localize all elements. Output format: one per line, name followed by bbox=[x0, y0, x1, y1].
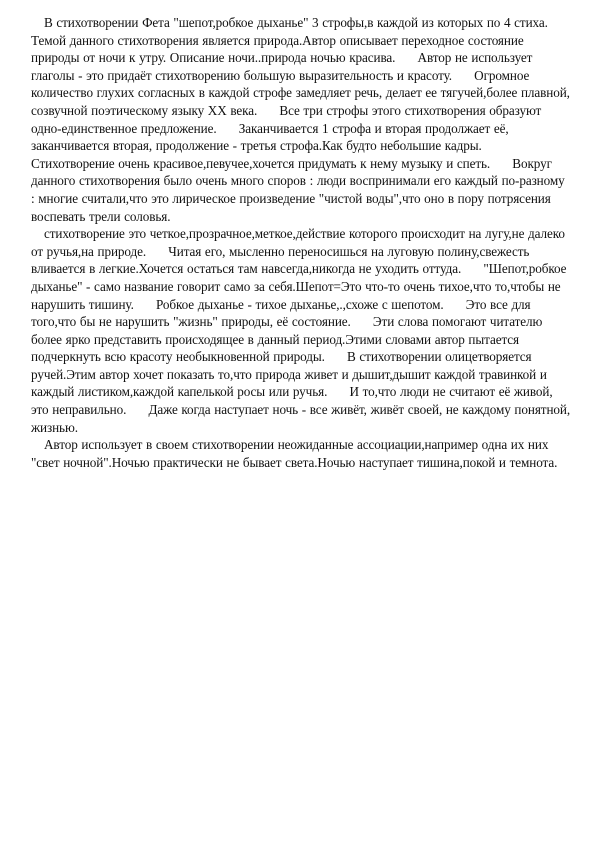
document-page bbox=[31, 14, 574, 471]
paragraph-3: Автор использует в своем стихотворении неожиданные ассоциации,например одна их них "свет ночной".Ночью практически не бывает света.Ночью наступает тишина,покой и темнота. bbox=[31, 437, 558, 470]
paragraph-1: В стихотворении Фета "шепот,робкое дыханье" 3 строфы,в каждой из которых по 4 стиха. Темой данного стихотворения является природа.Автор описывает переходное состояние природы от ночи к утру. Описание ночи..природа ночью красива. Автор не использует глаголы - это придаёт стихотворению большую выразительность и красоту. Огромное количество глухих согласных в каждой строфе замедляет речь, делает ее тягучей,более плавной, созвучной поэтическому языку XX века. Все три строфы этого стихотворения образуют одно-единственное предложение. Заканчивается 1 строфа и вторая продолжает её, заканчивается вторая, продолжение - третья строфа.Как будто небольшие кадры. Стихотворение очень красивое,певучее,хочется придумать к нему музыку и спеть. Вокруг данного стихотворения было очень много споров : люди воспринимали его каждый по-разному : многие считали,что это лирическое произведение "чистой воды",что оно в пору потрясения воспевать трели соловья. bbox=[31, 15, 574, 224]
paragraph-2: стихотворение это четкое,прозрачное,меткое,действие которого происходит на лугу,не далеко от ручья,на природе. Читая его, мысленно переносишься на луговую полину,свежесть вливается в легкие.Хочется остаться там навсегда,никогда не уходить оттуда. "Шепот,робкое дыханье" - само название говорит само за себя.Шепот=Это что-то очень тихое,что то,чтобы не нарушить тишину. Робкое дыханье - тихое дыханье,.,схоже с шепотом. Это все для того,что бы не нарушить "жизнь" природы, её состояние. Эти слова помогают читателю более ярко представить происходящее в данный период.Этими словами автор пытается подчеркнуть всю красоту необыкновенной природы. В стихотворении олицетворяется ручей.Этим автор хочет показать то,что природа живет и дышит,дышит каждой травинкой и каждый листиком,каждой капелькой росы или ручья. И то,что люди не считают её живой, это неправильно. Даже когда наступает ночь - все живёт, живёт своей, не каждому понятной, жизнью. bbox=[31, 226, 574, 435]
